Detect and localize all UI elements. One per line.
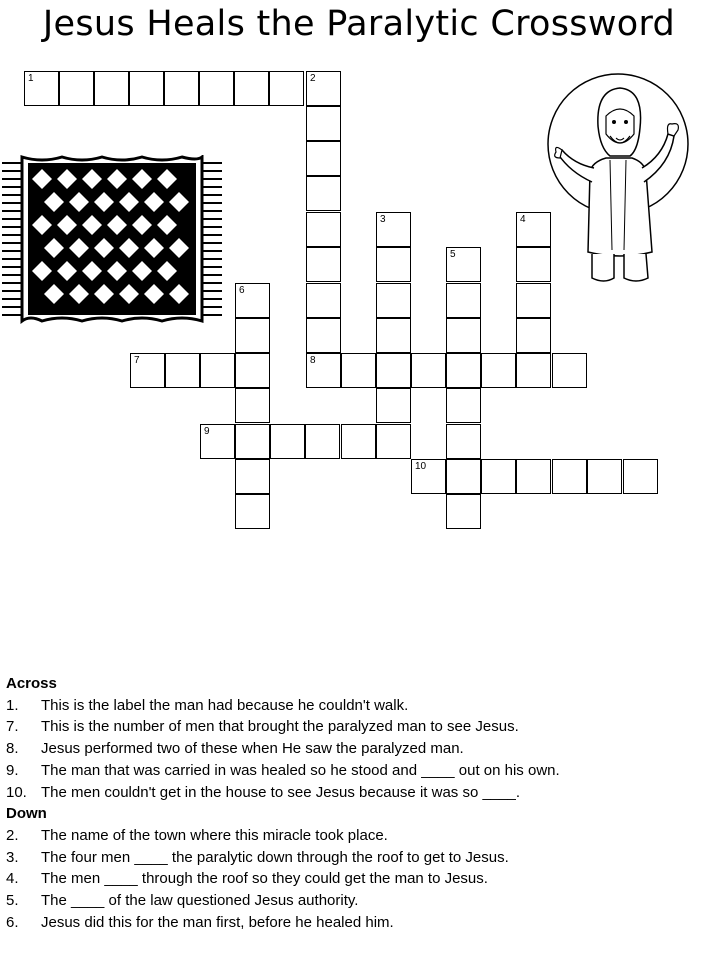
clue-number: 9 bbox=[204, 426, 210, 437]
clue-item bbox=[6, 738, 706, 760]
down-heading: Down bbox=[6, 805, 47, 823]
crossword-cell[interactable] bbox=[129, 71, 164, 106]
crossword-cell[interactable] bbox=[376, 247, 411, 282]
clue-text: Jesus performed two of these when He saw the paralyzed man. bbox=[41, 740, 464, 758]
crossword-cell[interactable] bbox=[376, 424, 411, 459]
clue-item bbox=[6, 825, 706, 847]
clue-num: 3. bbox=[6, 848, 19, 866]
clue-text: The name of the town where this miracle took place. bbox=[41, 826, 388, 844]
crossword-cell[interactable] bbox=[446, 494, 481, 529]
crossword-cell[interactable] bbox=[411, 459, 446, 494]
crossword-cell[interactable] bbox=[306, 212, 341, 247]
crossword-cell[interactable] bbox=[446, 459, 481, 494]
clue-number: 7 bbox=[134, 355, 140, 366]
crossword-cell[interactable] bbox=[306, 353, 341, 388]
clue-text: The man that was carried in was healed so he stood and ____ out on his own. bbox=[41, 761, 560, 779]
crossword-cell[interactable] bbox=[24, 71, 59, 106]
crossword-cell[interactable] bbox=[411, 353, 446, 388]
crossword-cell[interactable] bbox=[235, 494, 270, 529]
clue-text: The ____ of the law questioned Jesus authority. bbox=[41, 892, 359, 910]
crossword-cell[interactable] bbox=[306, 141, 341, 176]
crossword-cell[interactable] bbox=[446, 318, 481, 353]
clue-num: 5. bbox=[6, 892, 19, 910]
clue-text: The men ____ through the roof so they could get the man to Jesus. bbox=[41, 870, 488, 888]
crossword-cell[interactable] bbox=[516, 247, 551, 282]
clue-number: 3 bbox=[380, 214, 386, 225]
clue-item bbox=[6, 890, 706, 912]
crossword-cell[interactable] bbox=[199, 71, 234, 106]
crossword-cell[interactable] bbox=[235, 424, 270, 459]
crossword-cell[interactable] bbox=[130, 353, 165, 388]
crossword-cell[interactable] bbox=[306, 176, 341, 211]
clue-number: 2 bbox=[310, 73, 316, 84]
crossword-cell[interactable] bbox=[165, 353, 200, 388]
clue-list bbox=[6, 673, 706, 933]
crossword-cell[interactable] bbox=[516, 318, 551, 353]
crossword-cell[interactable] bbox=[306, 283, 341, 318]
crossword-cell[interactable] bbox=[376, 212, 411, 247]
crossword-cell[interactable] bbox=[552, 353, 587, 388]
crossword-cell[interactable] bbox=[306, 71, 341, 106]
clue-number: 10 bbox=[415, 461, 427, 472]
crossword-cell[interactable] bbox=[376, 283, 411, 318]
clue-item bbox=[6, 695, 706, 717]
crossword-cell[interactable] bbox=[235, 388, 270, 423]
clue-number: 5 bbox=[450, 249, 456, 260]
clue-num: 9. bbox=[6, 761, 19, 779]
crossword-cell[interactable] bbox=[234, 71, 269, 106]
crossword-cell[interactable] bbox=[376, 353, 411, 388]
crossword-cell[interactable] bbox=[516, 353, 551, 388]
crossword-cell[interactable] bbox=[552, 459, 587, 494]
across-heading: Across bbox=[6, 675, 57, 692]
clue-num: 6. bbox=[6, 913, 19, 931]
crossword-cell[interactable] bbox=[235, 318, 270, 353]
crossword-cell[interactable] bbox=[200, 424, 235, 459]
crossword-cell[interactable] bbox=[587, 459, 622, 494]
clue-number: 4 bbox=[520, 214, 526, 225]
crossword-cell[interactable] bbox=[200, 353, 235, 388]
crossword-cell[interactable] bbox=[341, 424, 376, 459]
clue-num: 7. bbox=[6, 718, 19, 736]
crossword-cell[interactable] bbox=[481, 353, 516, 388]
clue-number: 8 bbox=[310, 355, 316, 366]
crossword-cell[interactable] bbox=[516, 212, 551, 247]
crossword-cell[interactable] bbox=[446, 283, 481, 318]
crossword-cell[interactable] bbox=[269, 71, 304, 106]
crossword-cell[interactable] bbox=[59, 71, 94, 106]
clue-num: 4. bbox=[6, 870, 19, 888]
crossword-cell[interactable] bbox=[306, 247, 341, 282]
clue-text: This is the label the man had because he couldn't walk. bbox=[41, 696, 409, 714]
crossword-cell[interactable] bbox=[446, 424, 481, 459]
clue-num: 1. bbox=[6, 696, 19, 714]
crossword-cell[interactable] bbox=[270, 424, 305, 459]
crossword-cell[interactable] bbox=[94, 71, 129, 106]
crossword-cell[interactable] bbox=[516, 283, 551, 318]
page-title: Jesus Heals the Paralytic Crossword bbox=[42, 4, 676, 44]
crossword-cell[interactable] bbox=[235, 353, 270, 388]
clue-num: 10. bbox=[6, 783, 27, 801]
clue-item bbox=[6, 868, 706, 890]
crossword-cell[interactable] bbox=[516, 459, 551, 494]
clue-item bbox=[6, 716, 706, 738]
clue-number: 6 bbox=[239, 285, 245, 296]
crossword-cell[interactable] bbox=[235, 459, 270, 494]
clue-item bbox=[6, 912, 706, 934]
crossword-cell[interactable] bbox=[235, 283, 270, 318]
clue-text: Jesus did this for the man first, before he healed him. bbox=[41, 913, 394, 931]
crossword-cell[interactable] bbox=[481, 459, 516, 494]
clue-text: This is the number of men that brought the paralyzed man to see Jesus. bbox=[41, 718, 519, 736]
crossword-cell[interactable] bbox=[446, 388, 481, 423]
clue-num: 8. bbox=[6, 740, 19, 758]
crossword-cell[interactable] bbox=[446, 247, 481, 282]
clue-item bbox=[6, 760, 706, 782]
crossword-cell[interactable] bbox=[446, 353, 481, 388]
clue-num: 2. bbox=[6, 826, 19, 844]
crossword-cell[interactable] bbox=[623, 459, 658, 494]
crossword-cell[interactable] bbox=[376, 388, 411, 423]
clue-item bbox=[6, 782, 706, 804]
crossword-cell[interactable] bbox=[305, 424, 340, 459]
clue-number: 1 bbox=[28, 73, 34, 84]
crossword-cell[interactable] bbox=[306, 318, 341, 353]
clue-item bbox=[6, 847, 706, 869]
clue-text: The four men ____ the paralytic down through the roof to get to Jesus. bbox=[41, 848, 509, 866]
clue-text: The men couldn't get in the house to see Jesus because it was so ____. bbox=[41, 783, 520, 801]
crossword-cell[interactable] bbox=[164, 71, 199, 106]
crossword-cell[interactable] bbox=[306, 106, 341, 141]
crossword-cell[interactable] bbox=[341, 353, 376, 388]
crossword-cell[interactable] bbox=[376, 318, 411, 353]
